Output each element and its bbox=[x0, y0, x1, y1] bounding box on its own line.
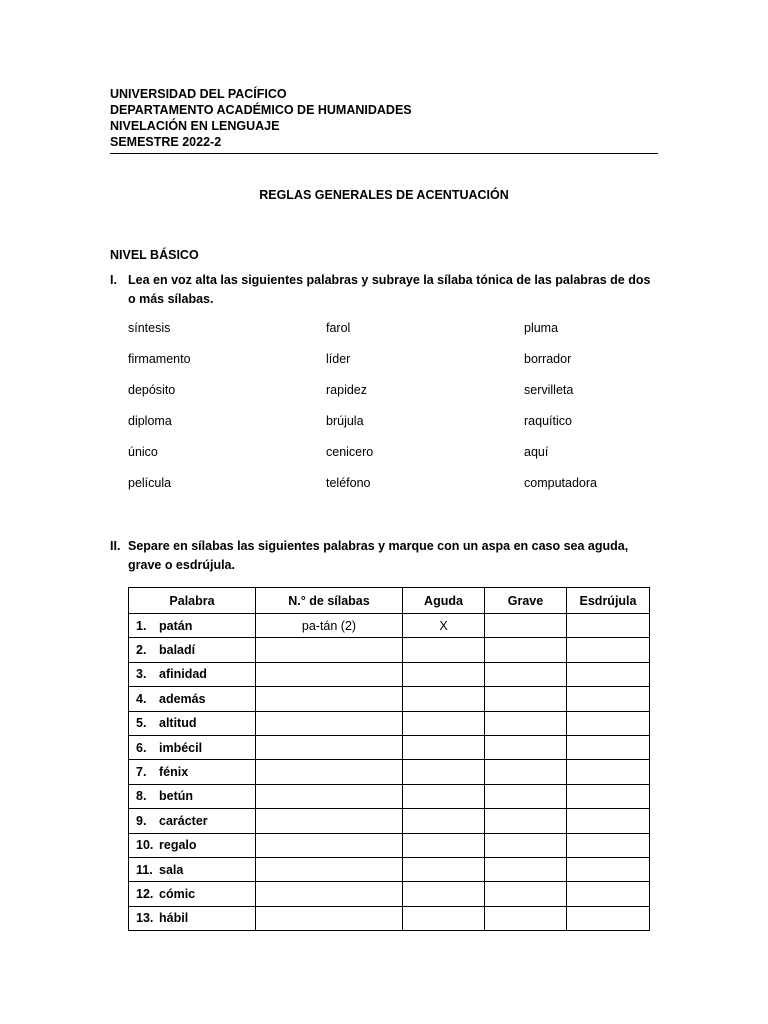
syllables-cell[interactable] bbox=[256, 662, 403, 686]
word-cell bbox=[129, 809, 256, 833]
column-header-esdrujula: Esdrújula bbox=[567, 588, 650, 614]
word-row bbox=[128, 476, 658, 507]
grave-cell[interactable] bbox=[485, 638, 567, 662]
word-row bbox=[128, 352, 658, 383]
aguda-cell[interactable] bbox=[403, 711, 485, 735]
row-number: 1. bbox=[136, 618, 147, 633]
grave-cell[interactable] bbox=[485, 662, 567, 686]
table-row bbox=[129, 857, 650, 881]
row-word: baladí bbox=[159, 643, 196, 658]
word-item: farol bbox=[326, 321, 351, 335]
section-1-text: Lea en voz alta las siguientes palabras y subraye la sílaba tónica de las palabras de dos o más sílabas. bbox=[128, 273, 651, 306]
grave-cell[interactable] bbox=[485, 687, 567, 711]
word-item: rapidez bbox=[326, 383, 367, 397]
table-row bbox=[129, 906, 650, 930]
aguda-cell[interactable] bbox=[403, 882, 485, 906]
row-word: betún bbox=[159, 789, 194, 804]
grave-cell[interactable] bbox=[485, 760, 567, 784]
word-cell bbox=[129, 833, 256, 857]
section-2-instruction bbox=[110, 537, 658, 575]
header-university: UNIVERSIDAD DEL PACÍFICO bbox=[110, 87, 287, 101]
aguda-cell[interactable] bbox=[403, 760, 485, 784]
esdrujula-cell[interactable] bbox=[567, 614, 650, 638]
row-number: 9. bbox=[136, 813, 147, 828]
row-number: 12. bbox=[136, 886, 154, 901]
aguda-cell[interactable] bbox=[403, 735, 485, 759]
table-row bbox=[129, 735, 650, 759]
word-cell bbox=[129, 760, 256, 784]
aguda-cell[interactable] bbox=[403, 687, 485, 711]
row-number: 13. bbox=[136, 911, 154, 926]
word-item: aquí bbox=[524, 445, 549, 459]
section-1-instruction bbox=[110, 271, 658, 309]
table-row bbox=[129, 882, 650, 906]
word-item: computadora bbox=[524, 476, 597, 490]
row-word: carácter bbox=[159, 813, 208, 828]
word-item: brújula bbox=[326, 414, 364, 428]
word-item: raquítico bbox=[524, 414, 572, 428]
syllables-cell[interactable] bbox=[256, 809, 403, 833]
grave-cell[interactable] bbox=[485, 784, 567, 808]
row-word: además bbox=[159, 691, 206, 706]
grave-cell[interactable] bbox=[485, 833, 567, 857]
grave-cell[interactable] bbox=[485, 711, 567, 735]
syllables-cell[interactable] bbox=[256, 784, 403, 808]
word-item: cenicero bbox=[326, 445, 374, 459]
row-word: patán bbox=[159, 618, 193, 633]
esdrujula-cell[interactable] bbox=[567, 809, 650, 833]
row-number: 4. bbox=[136, 691, 147, 706]
header-department: DEPARTAMENTO ACADÉMICO DE HUMANIDADES bbox=[110, 103, 412, 117]
row-word: afinidad bbox=[159, 667, 207, 682]
esdrujula-cell[interactable] bbox=[567, 784, 650, 808]
word-row bbox=[128, 414, 658, 445]
table-row bbox=[129, 760, 650, 784]
word-item: único bbox=[128, 445, 158, 459]
word-cell bbox=[129, 711, 256, 735]
esdrujula-cell[interactable] bbox=[567, 687, 650, 711]
word-cell bbox=[129, 857, 256, 881]
aguda-cell[interactable] bbox=[403, 857, 485, 881]
row-number: 8. bbox=[136, 789, 147, 804]
table-row bbox=[129, 662, 650, 686]
grave-cell[interactable] bbox=[485, 906, 567, 930]
esdrujula-cell[interactable] bbox=[567, 833, 650, 857]
word-cell bbox=[129, 882, 256, 906]
table-body bbox=[129, 614, 650, 931]
aguda-cell[interactable] bbox=[403, 638, 485, 662]
grave-cell[interactable] bbox=[485, 809, 567, 833]
aguda-cell[interactable] bbox=[403, 784, 485, 808]
word-item: síntesis bbox=[128, 321, 171, 335]
row-word: altitud bbox=[159, 716, 197, 731]
row-number: 11. bbox=[136, 862, 153, 877]
esdrujula-cell[interactable] bbox=[567, 662, 650, 686]
syllables-cell[interactable] bbox=[256, 638, 403, 662]
row-number: 10. bbox=[136, 838, 154, 853]
section-1-number: I. bbox=[110, 273, 117, 287]
table-row bbox=[129, 638, 650, 662]
grave-cell[interactable] bbox=[485, 614, 567, 638]
section-2-number: II. bbox=[110, 539, 121, 553]
aguda-cell[interactable] bbox=[403, 906, 485, 930]
syllables-cell[interactable] bbox=[256, 906, 403, 930]
row-number: 6. bbox=[136, 740, 147, 755]
word-cell bbox=[129, 784, 256, 808]
word-cell bbox=[129, 687, 256, 711]
word-row bbox=[128, 383, 658, 414]
word-cell bbox=[129, 662, 256, 686]
word-item: diploma bbox=[128, 414, 172, 428]
esdrujula-cell[interactable] bbox=[567, 711, 650, 735]
aguda-cell[interactable]: X bbox=[403, 614, 485, 638]
syllables-cell[interactable]: pa-tán (2) bbox=[256, 614, 403, 638]
esdrujula-cell[interactable] bbox=[567, 760, 650, 784]
header-divider bbox=[110, 153, 658, 154]
word-item: líder bbox=[326, 352, 351, 366]
row-word: fénix bbox=[159, 765, 189, 780]
row-word: imbécil bbox=[159, 740, 203, 755]
table-row bbox=[129, 687, 650, 711]
column-header-silabas: N.° de sílabas bbox=[256, 588, 403, 614]
row-number: 2. bbox=[136, 643, 147, 658]
word-row bbox=[128, 445, 658, 476]
esdrujula-cell[interactable] bbox=[567, 735, 650, 759]
table-row bbox=[129, 784, 650, 808]
word-item: servilleta bbox=[524, 383, 574, 397]
word-item: película bbox=[128, 476, 172, 490]
row-word: hábil bbox=[159, 911, 189, 926]
word-item: pluma bbox=[524, 321, 559, 335]
syllables-cell[interactable] bbox=[256, 857, 403, 881]
word-row bbox=[128, 321, 658, 352]
aguda-cell[interactable] bbox=[403, 662, 485, 686]
header-semester: SEMESTRE 2022-2 bbox=[110, 135, 222, 149]
word-item: firmamento bbox=[128, 352, 191, 366]
grave-cell[interactable] bbox=[485, 857, 567, 881]
column-header-aguda: Aguda bbox=[403, 588, 485, 614]
table-row bbox=[129, 711, 650, 735]
section-2-text: Separe en sílabas las siguientes palabras y marque con un aspa en caso sea aguda, grave o esdrújula. bbox=[128, 539, 629, 572]
grave-cell[interactable] bbox=[485, 735, 567, 759]
esdrujula-cell[interactable] bbox=[567, 638, 650, 662]
table-header-row bbox=[129, 588, 650, 614]
row-number: 7. bbox=[136, 765, 147, 780]
word-cell bbox=[129, 735, 256, 759]
esdrujula-cell[interactable] bbox=[567, 906, 650, 930]
word-item: depósito bbox=[128, 383, 176, 397]
level-heading: NIVEL BÁSICO bbox=[110, 248, 199, 262]
row-word: sala bbox=[159, 862, 184, 877]
document-title: REGLAS GENERALES DE ACENTUACIÓN bbox=[259, 188, 509, 202]
aguda-cell[interactable] bbox=[403, 833, 485, 857]
institution-header bbox=[110, 86, 658, 150]
syllables-cell[interactable] bbox=[256, 760, 403, 784]
word-item: teléfono bbox=[326, 476, 371, 490]
grave-cell[interactable] bbox=[485, 882, 567, 906]
esdrujula-cell[interactable] bbox=[567, 882, 650, 906]
column-header-palabra: Palabra bbox=[129, 588, 256, 614]
word-cell bbox=[129, 638, 256, 662]
word-list bbox=[128, 321, 658, 507]
syllables-cell[interactable] bbox=[256, 833, 403, 857]
syllables-cell[interactable] bbox=[256, 882, 403, 906]
syllables-cell[interactable] bbox=[256, 735, 403, 759]
header-course: NIVELACIÓN EN LENGUAJE bbox=[110, 119, 280, 133]
row-word: regalo bbox=[159, 838, 197, 853]
syllables-cell[interactable] bbox=[256, 711, 403, 735]
word-cell bbox=[129, 906, 256, 930]
aguda-cell[interactable] bbox=[403, 809, 485, 833]
word-cell bbox=[129, 614, 256, 638]
row-number: 5. bbox=[136, 716, 147, 731]
table-row bbox=[129, 614, 650, 638]
esdrujula-cell[interactable] bbox=[567, 857, 650, 881]
syllables-cell[interactable] bbox=[256, 687, 403, 711]
table-row bbox=[129, 833, 650, 857]
column-header-grave: Grave bbox=[485, 588, 567, 614]
word-item: borrador bbox=[524, 352, 572, 366]
row-word: cómic bbox=[159, 886, 196, 901]
table-row bbox=[129, 809, 650, 833]
row-number: 3. bbox=[136, 667, 147, 682]
syllable-table bbox=[128, 587, 650, 931]
